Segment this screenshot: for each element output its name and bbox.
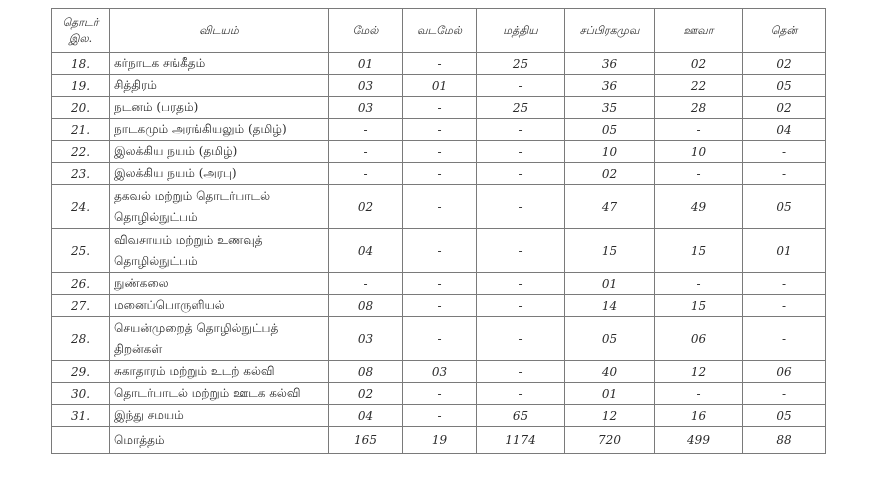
- province-value-cell: 05: [743, 185, 826, 229]
- subject-cell: செயன்முறைத் தொழில்நுட்பத் திறன்கள்: [110, 317, 329, 361]
- province-value-cell: -: [655, 383, 743, 405]
- province-value-cell: -: [655, 273, 743, 295]
- table-row: [52, 97, 826, 119]
- header-province: மத்திய: [477, 9, 565, 53]
- province-value-cell: -: [477, 317, 565, 361]
- province-value-cell: -: [477, 361, 565, 383]
- table-row: [52, 317, 826, 361]
- province-value-cell: -: [743, 383, 826, 405]
- province-value-cell: 08: [329, 295, 403, 317]
- province-value-cell: 05: [743, 405, 826, 427]
- province-value-cell: 01: [565, 273, 655, 295]
- serial-number-cell: 29.: [52, 361, 110, 383]
- subject-cell: விவசாயம் மற்றும் உணவுத் தொழில்நுட்பம்: [110, 229, 329, 273]
- subject-cell: இலக்கிய நயம் (தமிழ்): [110, 141, 329, 163]
- province-value-cell: -: [403, 229, 477, 273]
- province-value-cell: 15: [565, 229, 655, 273]
- header-province: மேல்: [329, 9, 403, 53]
- province-value-cell: -: [477, 273, 565, 295]
- subject-cell: தகவல் மற்றும் தொடர்பாடல் தொழில்நுட்பம்: [110, 185, 329, 229]
- subject-cell: இலக்கிய நயம் (அரபு): [110, 163, 329, 185]
- province-value-cell: -: [403, 273, 477, 295]
- serial-number-cell: 30.: [52, 383, 110, 405]
- province-value-cell: 08: [329, 361, 403, 383]
- table-row: [52, 295, 826, 317]
- serial-number-cell: 18.: [52, 53, 110, 75]
- province-value-cell: 36: [565, 75, 655, 97]
- province-value-cell: 40: [565, 361, 655, 383]
- province-value-cell: 04: [329, 405, 403, 427]
- serial-number-cell: 19.: [52, 75, 110, 97]
- province-value-cell: 15: [655, 229, 743, 273]
- province-value-cell: -: [403, 163, 477, 185]
- province-value-cell: 10: [565, 141, 655, 163]
- header-subject: விடயம்: [110, 9, 329, 53]
- province-value-cell: -: [403, 317, 477, 361]
- province-value-cell: -: [743, 317, 826, 361]
- table-row: [52, 361, 826, 383]
- subject-cell: சுகாதாரம் மற்றும் உடற் கல்வி: [110, 361, 329, 383]
- table-row: [52, 383, 826, 405]
- province-value-cell: -: [329, 163, 403, 185]
- province-value-cell: -: [329, 273, 403, 295]
- serial-number-cell: 25.: [52, 229, 110, 273]
- subject-cell: இந்து சமயம்: [110, 405, 329, 427]
- province-value-cell: 06: [743, 361, 826, 383]
- province-value-cell: -: [477, 163, 565, 185]
- subject-cell: கர்நாடக சங்கீதம்: [110, 53, 329, 75]
- table-row: [52, 229, 826, 273]
- province-value-cell: 05: [565, 317, 655, 361]
- header-province: வடமேல்: [403, 9, 477, 53]
- total-value-cell: 720: [565, 427, 655, 454]
- province-value-cell: 36: [565, 53, 655, 75]
- province-value-cell: -: [655, 119, 743, 141]
- province-value-cell: -: [743, 295, 826, 317]
- total-value-cell: 88: [743, 427, 826, 454]
- province-value-cell: 01: [743, 229, 826, 273]
- subject-cell: சித்திரம்: [110, 75, 329, 97]
- province-value-cell: -: [743, 273, 826, 295]
- province-value-cell: -: [403, 405, 477, 427]
- total-row: [52, 427, 826, 454]
- province-value-cell: 01: [329, 53, 403, 75]
- province-value-cell: -: [403, 383, 477, 405]
- province-value-cell: 06: [655, 317, 743, 361]
- province-value-cell: -: [403, 185, 477, 229]
- serial-number-cell: 20.: [52, 97, 110, 119]
- province-value-cell: -: [329, 141, 403, 163]
- serial-number-cell: 27.: [52, 295, 110, 317]
- serial-number-cell: 23.: [52, 163, 110, 185]
- vacancy-table: [51, 8, 826, 454]
- total-empty-cell: [52, 427, 110, 454]
- serial-number-cell: 28.: [52, 317, 110, 361]
- total-value-cell: 1174: [477, 427, 565, 454]
- province-value-cell: -: [403, 119, 477, 141]
- province-value-cell: -: [329, 119, 403, 141]
- province-value-cell: 22: [655, 75, 743, 97]
- province-value-cell: 01: [403, 75, 477, 97]
- province-value-cell: -: [477, 141, 565, 163]
- province-value-cell: 49: [655, 185, 743, 229]
- province-value-cell: 04: [743, 119, 826, 141]
- province-value-cell: 35: [565, 97, 655, 119]
- total-value-cell: 19: [403, 427, 477, 454]
- table-row: [52, 163, 826, 185]
- serial-number-cell: 31.: [52, 405, 110, 427]
- subject-cell: நடனம் (பரதம்): [110, 97, 329, 119]
- province-value-cell: -: [403, 53, 477, 75]
- province-value-cell: -: [477, 75, 565, 97]
- total-value-cell: 165: [329, 427, 403, 454]
- table-body: [52, 53, 826, 454]
- province-value-cell: -: [743, 163, 826, 185]
- province-value-cell: 04: [329, 229, 403, 273]
- province-value-cell: -: [403, 141, 477, 163]
- province-value-cell: 03: [403, 361, 477, 383]
- province-value-cell: -: [655, 163, 743, 185]
- province-value-cell: 12: [655, 361, 743, 383]
- province-value-cell: -: [477, 383, 565, 405]
- province-value-cell: 25: [477, 97, 565, 119]
- province-value-cell: -: [477, 119, 565, 141]
- subject-cell: நாடகமும் அரங்கியலும் (தமிழ்): [110, 119, 329, 141]
- table-header-row: [52, 9, 826, 53]
- province-value-cell: 14: [565, 295, 655, 317]
- table-row: [52, 119, 826, 141]
- header-province: ஊவா: [655, 9, 743, 53]
- table-row: [52, 273, 826, 295]
- header-serial-no: தொடர் இல.: [52, 9, 110, 53]
- province-value-cell: 02: [655, 53, 743, 75]
- serial-number-cell: 22.: [52, 141, 110, 163]
- table-row: [52, 75, 826, 97]
- subject-cell: மனைப்பொருளியல்: [110, 295, 329, 317]
- province-value-cell: 03: [329, 75, 403, 97]
- province-value-cell: 03: [329, 317, 403, 361]
- province-value-cell: -: [477, 295, 565, 317]
- table-row: [52, 53, 826, 75]
- serial-number-cell: 24.: [52, 185, 110, 229]
- province-value-cell: -: [477, 185, 565, 229]
- serial-number-cell: 26.: [52, 273, 110, 295]
- total-label: மொத்தம்: [110, 427, 329, 454]
- subject-cell: நுண்கலை: [110, 273, 329, 295]
- province-value-cell: 02: [329, 185, 403, 229]
- province-value-cell: 12: [565, 405, 655, 427]
- province-value-cell: 05: [743, 75, 826, 97]
- province-value-cell: 02: [329, 383, 403, 405]
- province-value-cell: -: [477, 229, 565, 273]
- province-value-cell: -: [743, 141, 826, 163]
- header-province: சப்பிரகமுவ: [565, 9, 655, 53]
- header-province: தென்: [743, 9, 826, 53]
- subject-cell: தொடர்பாடல் மற்றும் ஊடக கல்வி: [110, 383, 329, 405]
- province-value-cell: 16: [655, 405, 743, 427]
- table-row: [52, 141, 826, 163]
- province-value-cell: 10: [655, 141, 743, 163]
- province-value-cell: 02: [565, 163, 655, 185]
- province-value-cell: 05: [565, 119, 655, 141]
- province-value-cell: 02: [743, 97, 826, 119]
- province-value-cell: -: [403, 97, 477, 119]
- province-value-cell: 03: [329, 97, 403, 119]
- province-value-cell: 25: [477, 53, 565, 75]
- table-row: [52, 185, 826, 229]
- province-value-cell: -: [403, 295, 477, 317]
- province-value-cell: 15: [655, 295, 743, 317]
- province-value-cell: 28: [655, 97, 743, 119]
- province-value-cell: 65: [477, 405, 565, 427]
- province-value-cell: 01: [565, 383, 655, 405]
- serial-number-cell: 21.: [52, 119, 110, 141]
- table-row: [52, 405, 826, 427]
- total-value-cell: 499: [655, 427, 743, 454]
- province-value-cell: 02: [743, 53, 826, 75]
- province-value-cell: 47: [565, 185, 655, 229]
